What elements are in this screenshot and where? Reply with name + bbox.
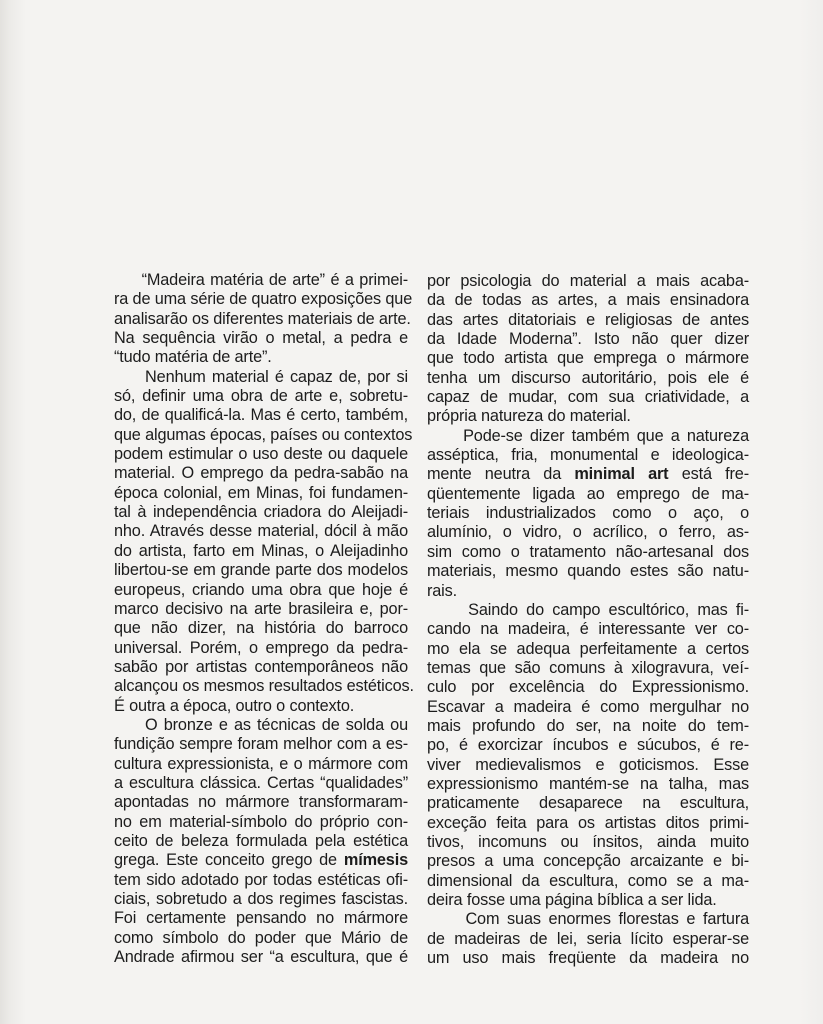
text-line xyxy=(427,910,749,929)
text-segment: grega. Este conceito grego de xyxy=(114,851,344,870)
text-line xyxy=(114,639,408,658)
text-segment: qüentemente ligada ao emprego de ma- xyxy=(427,484,749,503)
text-segment: mais profundo do ser, na noite do tem- xyxy=(427,716,749,735)
text-line xyxy=(427,582,749,601)
text-segment: da de todas as artes, a mais ensinadora xyxy=(427,291,749,310)
text-segment: como símbolo do poder que Mário de xyxy=(114,928,408,947)
text-segment: deira fosse uma página bíblica a ser lida. xyxy=(427,891,717,909)
text-line xyxy=(427,330,749,349)
text-line xyxy=(114,697,408,716)
text-segment: teriais industrializados como o aço, o xyxy=(427,504,749,523)
text-segment: analisarão os diferentes materiais de arte. xyxy=(114,309,411,328)
text-line xyxy=(427,485,749,504)
text-line xyxy=(427,620,749,639)
text-line xyxy=(427,311,749,330)
text-segment: tivos, incomuns ou ínsitos, ainda muito xyxy=(427,832,749,851)
text-segment: viver medievalismos e goticismos. Esse xyxy=(427,755,749,774)
text-segment: apontadas no mármore transformaram- xyxy=(114,793,408,812)
text-segment: po, é exorcizar íncubos e súcubos, é re- xyxy=(427,736,749,755)
text-line xyxy=(114,561,408,580)
text-line xyxy=(114,677,414,696)
text-segment: temas que são comuns à xilogravura, veí- xyxy=(427,658,749,677)
text-segment: tem sido adotado por todas estéticas ofi- xyxy=(114,870,408,889)
text-line xyxy=(114,425,413,445)
text-line xyxy=(427,794,749,813)
text-segment: É outra a época, outro o contexto. xyxy=(114,696,355,715)
text-segment: das artes ditatoriais e religiosas de antes xyxy=(427,310,749,329)
text-line xyxy=(114,445,408,464)
text-line xyxy=(427,601,749,620)
text-segment: marco decisivo na arte brasileira e, por- xyxy=(114,599,408,618)
text-line xyxy=(427,523,749,542)
emphasized-term: minimal art xyxy=(574,465,669,484)
text-segment: que algumas épocas, países ou contextos xyxy=(114,425,413,444)
text-line xyxy=(114,387,408,406)
text-segment: que todo artista que emprega o mármore xyxy=(427,349,749,368)
text-segment: podem estimular o uso deste ou daquele xyxy=(114,445,408,464)
text-line xyxy=(114,600,408,619)
text-line xyxy=(427,717,749,736)
text-segment: culo por excelência do Expressionismo. xyxy=(427,678,749,697)
text-line xyxy=(427,852,749,871)
text-segment: material. O emprego da pedra-sabão na xyxy=(114,464,408,483)
text-segment: mente neutra da xyxy=(427,465,575,484)
text-line xyxy=(427,369,749,388)
text-line xyxy=(427,427,749,446)
text-segment: Nenhum material é capaz de, por si xyxy=(114,367,408,386)
text-segment: Com suas enormes florestas e fartura xyxy=(427,910,749,929)
text-segment: universal. Porém, o emprego da pedra- xyxy=(114,638,408,657)
text-segment: libertou-se em grande parte dos modelos xyxy=(114,561,408,580)
text-segment: própria natureza do material. xyxy=(427,407,631,426)
text-segment: ceito de beleza formulada pela estética xyxy=(114,831,408,850)
text-line xyxy=(427,736,749,755)
text-segment: tal à independência criadora do Aleijadi- xyxy=(114,503,408,522)
text-line xyxy=(114,290,413,309)
text-segment: do, de qualificá-la. Mas é certo, também, xyxy=(114,406,408,425)
text-segment: dimensional da escultura, como se a ma- xyxy=(427,871,749,890)
text-segment: “Madeira matéria de arte” é a primei- xyxy=(114,271,408,289)
text-line xyxy=(114,329,408,348)
text-segment: de madeiras de lei, seria lícito esperar-se xyxy=(427,929,749,948)
text-segment: sim como o tratamento não-artesanal dos xyxy=(427,542,749,561)
text-segment: Foi certamente pensando no mármore xyxy=(114,909,408,928)
text-segment: exceção feita para os artistas ditos primi- xyxy=(427,813,749,832)
text-segment: no em material-símbolo do próprio con- xyxy=(114,812,408,831)
text-line xyxy=(427,872,749,891)
text-line xyxy=(114,774,408,793)
text-segment: “tudo matéria de arte”. xyxy=(114,348,272,367)
text-segment: ciais, sobretudo a dos regimes fascistas. xyxy=(114,890,408,908)
text-segment: capaz de mudar, com sua criatividade, a xyxy=(427,388,749,407)
text-line xyxy=(427,698,749,717)
text-line xyxy=(114,484,408,503)
text-line xyxy=(114,929,408,948)
text-segment: do artista, farto em Minas, o Aleijadinho xyxy=(114,541,408,560)
text-line xyxy=(114,271,408,290)
text-line xyxy=(114,716,408,735)
text-line xyxy=(114,658,408,677)
text-segment: está fre- xyxy=(668,465,749,484)
text-segment: mo ela se adequa perfeitamente a certos xyxy=(427,639,749,658)
text-line xyxy=(114,522,408,541)
text-line xyxy=(427,446,749,465)
text-line xyxy=(114,735,408,754)
emphasized-term: mímesis xyxy=(343,851,408,870)
text-segment: alumínio, o vidro, o acrílico, o ferro, as- xyxy=(427,523,749,542)
text-segment: europeus, criando uma obra que hoje é xyxy=(114,580,408,599)
text-line xyxy=(427,407,749,426)
text-line xyxy=(114,755,408,774)
text-line xyxy=(114,793,408,812)
text-segment: Na sequência virão o metal, a pedra e xyxy=(114,329,408,348)
text-line xyxy=(427,504,749,523)
text-line xyxy=(427,349,749,368)
text-segment: alcançou os mesmos resultados estéticos. xyxy=(114,677,414,696)
text-line xyxy=(427,562,749,581)
text-segment: Escavar a madeira é como mergulhar no xyxy=(427,697,749,716)
text-line xyxy=(427,814,749,833)
text-segment: Pode-se dizer também que a natureza xyxy=(427,426,749,445)
text-segment: cultura expressionista, e o mármore com xyxy=(114,754,408,773)
text-line xyxy=(114,948,408,967)
text-line xyxy=(114,871,408,890)
text-line xyxy=(114,813,408,832)
text-line xyxy=(427,640,749,659)
text-line xyxy=(427,775,749,794)
text-line xyxy=(427,891,749,910)
text-line xyxy=(114,348,408,367)
text-segment: por psicologia do material a mais acaba- xyxy=(427,272,749,290)
text-line xyxy=(427,388,749,407)
text-segment: época colonial, em Minas, foi fundamen- xyxy=(114,483,408,502)
text-segment: materiais, mesmo quando estes são natu- xyxy=(427,562,749,581)
text-line xyxy=(114,464,408,483)
text-line xyxy=(114,503,408,522)
text-segment: que não dizer, na história do barroco xyxy=(114,619,408,638)
text-segment: tenha um discurso autoritário, pois ele é xyxy=(427,368,749,387)
text-line xyxy=(114,542,408,561)
text-segment: cando na madeira, é interessante ver co- xyxy=(427,620,749,639)
text-segment: só, definir uma obra de arte e, sobretu- xyxy=(114,387,408,406)
text-segment: um uso mais freqüente da madeira no xyxy=(427,949,749,968)
text-line xyxy=(427,272,749,291)
text-line xyxy=(114,832,408,851)
text-segment: asséptica, fria, monumental e ideologica- xyxy=(427,446,749,465)
text-segment: sabão por artistas contemporâneos não xyxy=(114,657,408,676)
text-line xyxy=(114,851,408,870)
text-line xyxy=(114,890,408,909)
text-segment: ra de uma série de quatro exposições que xyxy=(114,290,413,309)
text-line xyxy=(427,465,749,484)
text-line xyxy=(427,543,749,562)
text-segment: presos a uma concepção arcaizante e bi- xyxy=(427,852,749,871)
text-line xyxy=(427,291,749,310)
text-line xyxy=(427,659,749,678)
text-segment: da Idade Moderna”. Isto não quer dizer xyxy=(427,330,749,349)
text-line xyxy=(114,309,411,329)
text-segment: O bronze e as técnicas de solda ou xyxy=(114,715,408,734)
text-segment: expressionismo mantém-se na talha, mas xyxy=(427,774,749,793)
text-segment: Andrade afirmou ser “a escultura, que é xyxy=(114,948,408,967)
text-line xyxy=(427,833,749,852)
text-line xyxy=(114,581,408,600)
text-column-right xyxy=(427,272,749,968)
text-line xyxy=(427,949,749,968)
text-line xyxy=(427,756,749,775)
text-segment: nho. Através desse material, dócil à mão xyxy=(114,522,408,541)
text-line xyxy=(114,909,408,928)
text-segment: fundição sempre foram melhor com a es- xyxy=(114,735,408,754)
text-line xyxy=(427,678,749,697)
text-segment: praticamente desaparece na escultura, xyxy=(427,794,749,813)
text-segment: a escultura clássica. Certas “qualidades” xyxy=(114,773,408,792)
text-line xyxy=(427,930,749,949)
text-segment: rais. xyxy=(427,581,458,600)
text-line xyxy=(114,406,408,425)
text-line xyxy=(114,368,408,387)
text-line xyxy=(114,619,408,638)
text-segment: Saindo do campo escultórico, mas fi- xyxy=(427,600,749,619)
text-column-left xyxy=(114,271,414,967)
